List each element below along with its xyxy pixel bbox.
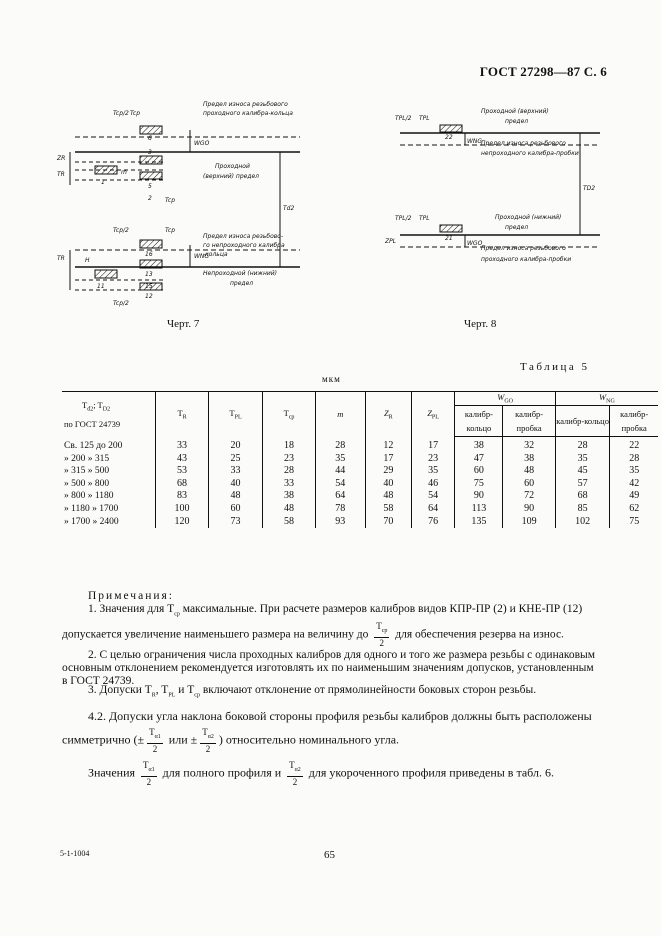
svg-text:Непроходной (нижний): Непроходной (нижний) [203,270,278,277]
table-cell: 72 [503,490,555,503]
table-row-range: » 500 » 800 [64,478,110,489]
svg-text:(верхний) предел: (верхний) предел [203,173,259,180]
table-units: мкм [322,374,341,384]
table-cell: 48 [503,465,555,478]
table-cell: 62 [610,503,658,516]
table-row-range: » 800 » 1180 [64,491,114,502]
table-cell: 18 [263,437,315,453]
table-title: Таблица 5 [520,361,590,373]
table-cell: 33 [208,465,263,478]
header-td2: $T_{d2}$; $T_{D2}$ по ГОСТ 24739 [62,392,156,437]
table-cell: 90 [503,503,555,516]
svg-text:TD2: TD2 [583,185,596,192]
gauge-tolerance-box-21 [440,225,462,232]
table-cell: 29 [365,465,411,478]
figure-8-diagram [385,95,605,275]
note-1-continued: допускается увеличение наименьшего размера на величину до $\frac{T_{cp}}{2}$ для обеспечения резерва на износ. [62,621,564,648]
svg-text:Tcp: Tcp [165,197,176,204]
svg-text:предел: предел [505,224,529,231]
header-wng: $W_{NG}$ [555,392,658,406]
svg-text:Tcp/2: Tcp/2 [113,227,129,234]
table-cell: 46 [411,478,455,491]
table-cell: 32 [503,437,555,453]
svg-text:15: 15 [145,283,153,290]
gauge-tolerance-box-22 [440,125,462,132]
table-cell: 58 [365,503,411,516]
svg-text:Предел износа резьбового: Предел износа резьбового [481,245,566,252]
table-cell: 109 [503,516,555,529]
svg-text:WGO: WGO [194,140,210,147]
svg-text:TPL/2: TPL/2 [395,115,412,122]
svg-text:го непроходного калибра: го непроходного калибра [203,242,285,249]
table-cell: 35 [555,453,610,466]
svg-text:проходного калибра-кольца: проходного калибра-кольца [203,110,293,117]
table-cell: 44 [315,465,365,478]
table-cell: 47 [455,453,503,466]
table-cell: 53 [156,465,208,478]
document-header: ГОСТ 27298—87 С. 6 [479,64,607,79]
table-cell: 38 [263,490,315,503]
table-row-range: Св. 125 до 200 [64,440,123,451]
svg-text:Проходной (верхний): Проходной (верхний) [481,108,549,115]
svg-text:Предел износа резьбового: Предел износа резьбового [203,101,288,108]
header-zr: $Z_R$ [365,392,411,437]
table-cell: 42 [610,478,658,491]
svg-text:TR: TR [57,255,65,262]
svg-text:-кольца: -кольца [203,251,228,258]
table-cell: 38 [455,437,503,453]
header-wgo: $W_{GO}$ [455,392,555,406]
table-cell: 73 [208,516,263,529]
table-row [62,503,658,516]
svg-text:2: 2 [148,195,152,202]
svg-text:11: 11 [97,283,105,290]
svg-text:Проходной: Проходной [215,163,250,170]
svg-text:Tcp: Tcp [165,227,176,234]
table-cell: 75 [455,478,503,491]
svg-text:проходного калибра-пробки: проходного калибра-пробки [481,256,572,263]
table-row [62,478,658,491]
table-cell: 68 [555,490,610,503]
svg-text:Tcp/2: Tcp/2 [113,300,129,307]
table-row-range: » 315 » 500 [64,466,110,477]
table-cell: 33 [156,437,208,453]
table-cell: 33 [263,478,315,491]
footer-code: 5-1-1004 [60,849,90,858]
svg-text:3: 3 [148,149,152,156]
svg-text:6: 6 [148,135,152,142]
svg-text:ZR: ZR [57,155,66,162]
gauge-tolerance-box-3 [140,156,162,164]
header-tcp: $T_{cp}$ [263,392,315,437]
section-values: Значения $\frac{T_{\alpha 1}}{2}$ для полного профиля и $\frac{T_{\alpha 2}}{2}$ для укороченного профиля приведены в табл. 6. [88,760,554,787]
table-cell: 43 [156,453,208,466]
svg-text:TPL: TPL [419,115,430,122]
svg-text:ZPL: ZPL [385,238,397,245]
table-cell: 68 [156,478,208,491]
svg-text:H: H [85,257,90,264]
table-cell: 57 [555,478,610,491]
table-cell: 49 [610,490,658,503]
table-cell: 100 [156,503,208,516]
header-wng-plug: калибр-пробка [610,406,658,437]
header-m: m [315,392,365,437]
table-cell: 35 [411,465,455,478]
table-cell: 28 [610,453,658,466]
header-zpl: $Z_{PL}$ [411,392,455,437]
table-row [62,465,658,478]
gauge-tolerance-box-11 [95,270,117,278]
table-cell: 135 [455,516,503,529]
figure-8-caption: Черт. 8 [464,318,497,330]
table-cell: 17 [411,437,455,453]
svg-text:WGO: WGO [467,240,483,247]
table-cell: 54 [411,490,455,503]
header-wng-ring: калибр-кольцо [555,406,610,437]
table-cell: 35 [315,453,365,466]
table-cell: 28 [315,437,365,453]
figure-7-caption: Черт. 7 [167,318,200,330]
table-row-range: » 200 » 315 [64,453,110,464]
header-tpl: $T_{PL}$ [208,392,263,437]
table-cell: 83 [156,490,208,503]
note-2-line3: в ГОСТ 24739. [62,675,135,687]
svg-text:21: 21 [445,235,453,242]
svg-text:WNG: WNG [467,138,483,145]
svg-text:5: 5 [148,183,152,190]
svg-text:12: 12 [145,293,153,300]
table-cell: 90 [455,490,503,503]
svg-text:Tcp/2: Tcp/2 [113,110,129,117]
table-cell: 76 [411,516,455,529]
table-row [62,490,658,503]
gauge-tolerance-box-13 [140,260,162,268]
svg-text:22: 22 [445,134,453,141]
table-cell: 25 [208,453,263,466]
table-cell: 48 [208,490,263,503]
table-cell: 120 [156,516,208,529]
table-cell: 78 [315,503,365,516]
header-wgo-plug: калибр-пробка [503,406,555,437]
header-wgo-ring: калибр-кольцо [455,406,503,437]
table-cell: 23 [411,453,455,466]
note-3: 3. Допуски $T_R$, $T_{PL}$ и $T_{cp}$ включают отклонение от прямолинейности боковых сторон резьбы. [88,684,537,699]
figure-7-diagram [55,90,315,320]
svg-text:Td2: Td2 [283,205,295,212]
table-cell: 20 [208,437,263,453]
table-cell: 60 [503,478,555,491]
svg-text:предел: предел [230,280,254,287]
gauge-tolerance-box-16 [140,240,162,248]
note-2: 2. С целью ограничения числа проходных калибров для одного и того же размера резьбы с одинаковым [88,649,596,661]
svg-text:Предел износа резьбового: Предел износа резьбового [481,140,566,147]
table-5 [62,391,658,528]
table-cell: 12 [365,437,411,453]
table-cell: 60 [455,465,503,478]
header-tr: $T_R$ [156,392,208,437]
svg-text:TPL: TPL [419,215,430,222]
table-cell: 17 [365,453,411,466]
table-cell: 60 [208,503,263,516]
table-cell: 102 [555,516,610,529]
svg-text:1: 1 [101,179,105,186]
table-cell: 58 [263,516,315,529]
table-cell: 23 [263,453,315,466]
note-2-line2: основным отклонением рекомендуется изготовлять их по наименьшим значениям допусков, установленным [62,662,594,674]
table-row-range: » 1180 » 1700 [64,503,119,514]
gauge-tolerance-box-1 [95,166,117,174]
table-cell: 38 [503,453,555,466]
table-cell: 48 [365,490,411,503]
table-cell: 75 [610,516,658,529]
table-cell: 40 [208,478,263,491]
table-cell: 35 [610,465,658,478]
svg-text:m: m [121,169,127,176]
svg-text:WNG: WNG [194,253,210,260]
svg-text:13: 13 [145,271,153,278]
table-cell: 22 [610,437,658,453]
gauge-tolerance-box-6 [140,126,162,134]
table-cell: 48 [263,503,315,516]
table-cell: 70 [365,516,411,529]
table-row [62,453,658,466]
table-cell: 54 [315,478,365,491]
section-4-2: 4.2. Допуски угла наклона боковой стороны профиля резьбы калибров должны быть расположены [88,709,592,723]
table-row [62,437,658,453]
svg-text:Проходной (нижний): Проходной (нижний) [495,214,562,221]
table-row-range: » 1700 » 2400 [64,516,119,527]
svg-text:непроходного калибра-пробки: непроходного калибра-пробки [481,150,579,157]
svg-text:TR: TR [57,171,65,178]
table-cell: 64 [315,490,365,503]
table-cell: 113 [455,503,503,516]
table-row [62,516,658,529]
svg-text:Предел износа резьбово-: Предел износа резьбово- [203,233,284,240]
table-cell: 40 [365,478,411,491]
note-1: 1. Значения для $T_{cp}$ максимальные. При расчете размеров калибров видов КПР-ПР (2) и КНЕ-ПР (12) [88,603,583,618]
table-cell: 85 [555,503,610,516]
page-number: 65 [324,849,335,861]
table-cell: 93 [315,516,365,529]
table-cell: 28 [555,437,610,453]
svg-text:16: 16 [145,251,153,258]
notes-heading: Примечания: [88,590,174,602]
table-cell: 28 [263,465,315,478]
svg-text:TPL/2: TPL/2 [395,215,412,222]
section-4-2-line2: симметрично (± $\frac{T_{\alpha 1}}{2}$ или ± $\frac{T_{\alpha 2}}{2}$ ) относительно номинального угла. [62,727,400,754]
table-cell: 45 [555,465,610,478]
gauge-tolerance-box-5 [140,172,162,179]
svg-text:предел: предел [505,118,529,125]
table-cell: 64 [411,503,455,516]
svg-text:Tcp: Tcp [130,110,141,117]
